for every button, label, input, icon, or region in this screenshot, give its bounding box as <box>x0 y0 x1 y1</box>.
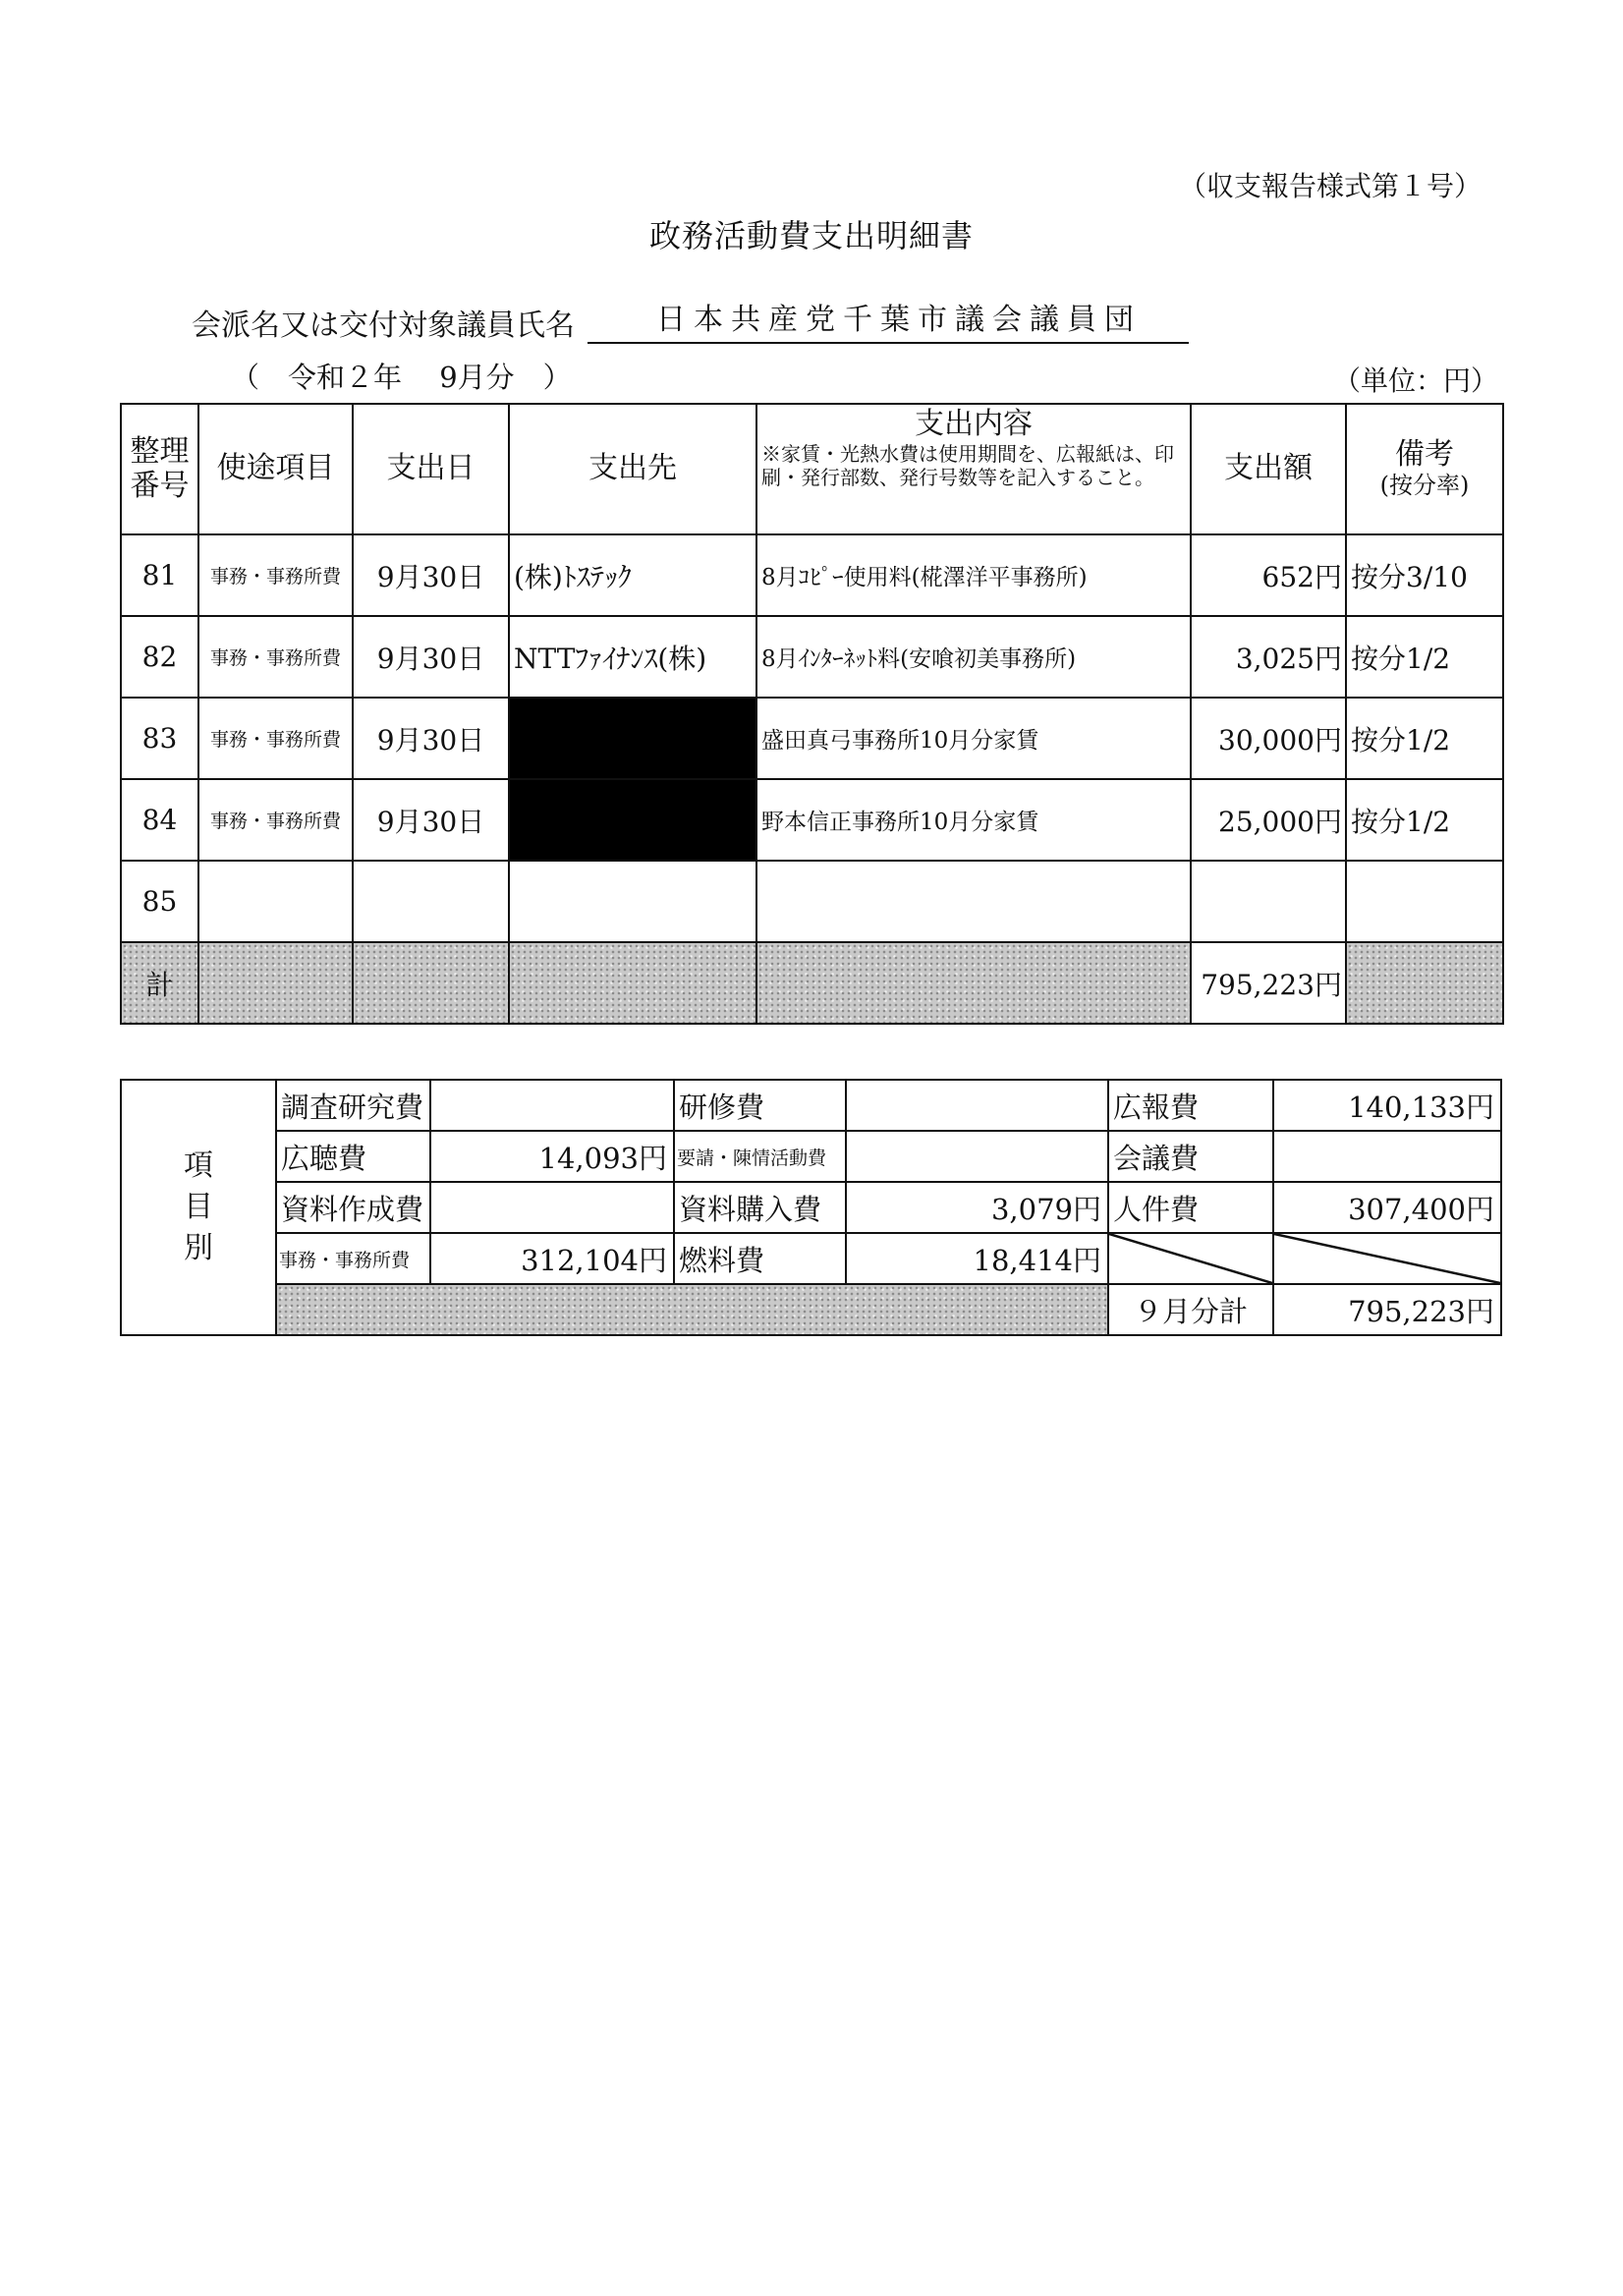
total-label: 計 <box>121 942 198 1024</box>
header-remarks-sub: (按分率) <box>1379 471 1470 499</box>
row-amount: 30,000円 <box>1191 698 1346 779</box>
shaded-cell <box>1346 942 1503 1024</box>
publicity-label: 広報費 <box>1108 1080 1273 1131</box>
side-char: 目 <box>184 1190 213 1224</box>
materials-creation-label: 資料作成費 <box>276 1182 430 1233</box>
month-total-value: 795,223円 <box>1273 1284 1501 1335</box>
row-category: 事務・事務所費 <box>198 779 353 861</box>
header-description <box>756 404 1191 534</box>
row-date: 9月30日 <box>353 698 509 779</box>
office-label: 事務・事務所費 <box>276 1233 430 1284</box>
fuel-label: 燃料費 <box>674 1233 846 1284</box>
document-title: 政務活動費支出明細書 <box>648 217 974 254</box>
training-label: 研修費 <box>674 1080 846 1131</box>
row-remarks <box>1346 861 1503 942</box>
row-payee <box>509 861 756 942</box>
row-remarks: 按分1/2 <box>1346 698 1503 779</box>
row-amount <box>1191 861 1346 942</box>
row-category: 事務・事務所費 <box>198 534 353 616</box>
row-description: 8月ｲﾝﾀｰﾈｯﾄ料(安喰初美事務所) <box>756 616 1191 698</box>
total-row <box>121 942 1503 1024</box>
research-label: 調査研究費 <box>276 1080 430 1131</box>
row-amount: 652円 <box>1191 534 1346 616</box>
row-remarks: 按分1/2 <box>1346 779 1503 861</box>
row-category <box>198 861 353 942</box>
table-row <box>121 698 1503 779</box>
table-row <box>121 616 1503 698</box>
row-number: 81 <box>121 534 198 616</box>
header-remarks-title: 備考 <box>1395 437 1454 473</box>
materials-creation-value <box>430 1182 674 1233</box>
publicity-value: 140,133円 <box>1273 1080 1501 1131</box>
row-amount: 25,000円 <box>1191 779 1346 861</box>
office-value: 312,104円 <box>430 1233 674 1284</box>
personnel-label: 人件費 <box>1108 1182 1273 1233</box>
summary-row <box>121 1233 1501 1284</box>
summary-row <box>121 1080 1501 1131</box>
redacted-payee <box>509 698 756 779</box>
table-header-row <box>121 404 1503 534</box>
row-number: 84 <box>121 779 198 861</box>
table-row <box>121 779 1503 861</box>
header-category: 使途項目 <box>198 404 353 534</box>
row-date: 9月30日 <box>353 616 509 698</box>
row-description: 盛田真弓事務所10月分家賃 <box>756 698 1191 779</box>
table-row <box>121 534 1503 616</box>
hearing-value: 14,093円 <box>430 1131 674 1182</box>
diagonal-blank-cell <box>1273 1233 1501 1284</box>
header-description-title: 支出内容 <box>915 407 1033 441</box>
meeting-value <box>1273 1131 1501 1182</box>
category-summary-table <box>120 1079 1502 1336</box>
expense-table <box>120 403 1504 1025</box>
summary-side-label <box>121 1080 276 1335</box>
petition-value <box>846 1131 1108 1182</box>
shaded-cell <box>276 1284 1108 1335</box>
row-description: 野本信正事務所10月分家賃 <box>756 779 1191 861</box>
row-description <box>756 861 1191 942</box>
row-remarks: 按分1/2 <box>1346 616 1503 698</box>
total-amount: 795,223円 <box>1191 942 1346 1024</box>
form-number: （収支報告様式第１号） <box>1179 170 1483 202</box>
materials-purchase-value: 3,079円 <box>846 1182 1108 1233</box>
row-category: 事務・事務所費 <box>198 616 353 698</box>
materials-purchase-label: 資料購入費 <box>674 1182 846 1233</box>
petition-label: 要請・陳情活動費 <box>674 1131 846 1182</box>
row-date <box>353 861 509 942</box>
unit-label: （単位：円） <box>1333 364 1499 397</box>
summary-total-row <box>121 1284 1501 1335</box>
research-value <box>430 1080 674 1131</box>
summary-row <box>121 1182 1501 1233</box>
header-description-note: ※家賃・光熱水費は使用期間を、広報紙は、印刷・発行部数、発行号数等を記入すること。 <box>761 442 1174 489</box>
row-date: 9月30日 <box>353 779 509 861</box>
header-number: 整理番号 <box>121 404 198 534</box>
row-number: 83 <box>121 698 198 779</box>
shaded-cell <box>353 942 509 1024</box>
summary-row <box>121 1131 1501 1182</box>
group-name: 日本共産党千葉市議会議員団 <box>588 295 1189 344</box>
row-number: 82 <box>121 616 198 698</box>
period: （ 令和２年 9月分 ） <box>231 361 572 394</box>
fuel-value: 18,414円 <box>846 1233 1108 1284</box>
row-amount: 3,025円 <box>1191 616 1346 698</box>
hearing-label: 広聴費 <box>276 1131 430 1182</box>
personnel-value: 307,400円 <box>1273 1182 1501 1233</box>
diagonal-blank-cell <box>1108 1233 1273 1284</box>
redacted-payee <box>509 779 756 861</box>
side-char: 項 <box>184 1148 213 1183</box>
training-value <box>846 1080 1108 1131</box>
header-remarks <box>1346 404 1503 534</box>
row-number: 85 <box>121 861 198 942</box>
row-category: 事務・事務所費 <box>198 698 353 779</box>
row-payee: NTTﾌｧｲﾅﾝｽ(株) <box>509 616 756 698</box>
shaded-cell <box>756 942 1191 1024</box>
month-total-label: ９月分計 <box>1108 1284 1273 1335</box>
row-date: 9月30日 <box>353 534 509 616</box>
meeting-label: 会議費 <box>1108 1131 1273 1182</box>
header-payee: 支出先 <box>509 404 756 534</box>
header-amount: 支出額 <box>1191 404 1346 534</box>
group-label: 会派名又は交付対象議員氏名 <box>192 308 575 343</box>
shaded-cell <box>198 942 353 1024</box>
row-description: 8月ｺﾋﾟｰ使用料(椛澤洋平事務所) <box>756 534 1191 616</box>
row-remarks: 按分3/10 <box>1346 534 1503 616</box>
shaded-cell <box>509 942 756 1024</box>
table-row <box>121 861 1503 942</box>
side-char: 別 <box>184 1231 213 1265</box>
header-date: 支出日 <box>353 404 509 534</box>
row-payee: (株)ﾄｽﾃｯｸ <box>509 534 756 616</box>
